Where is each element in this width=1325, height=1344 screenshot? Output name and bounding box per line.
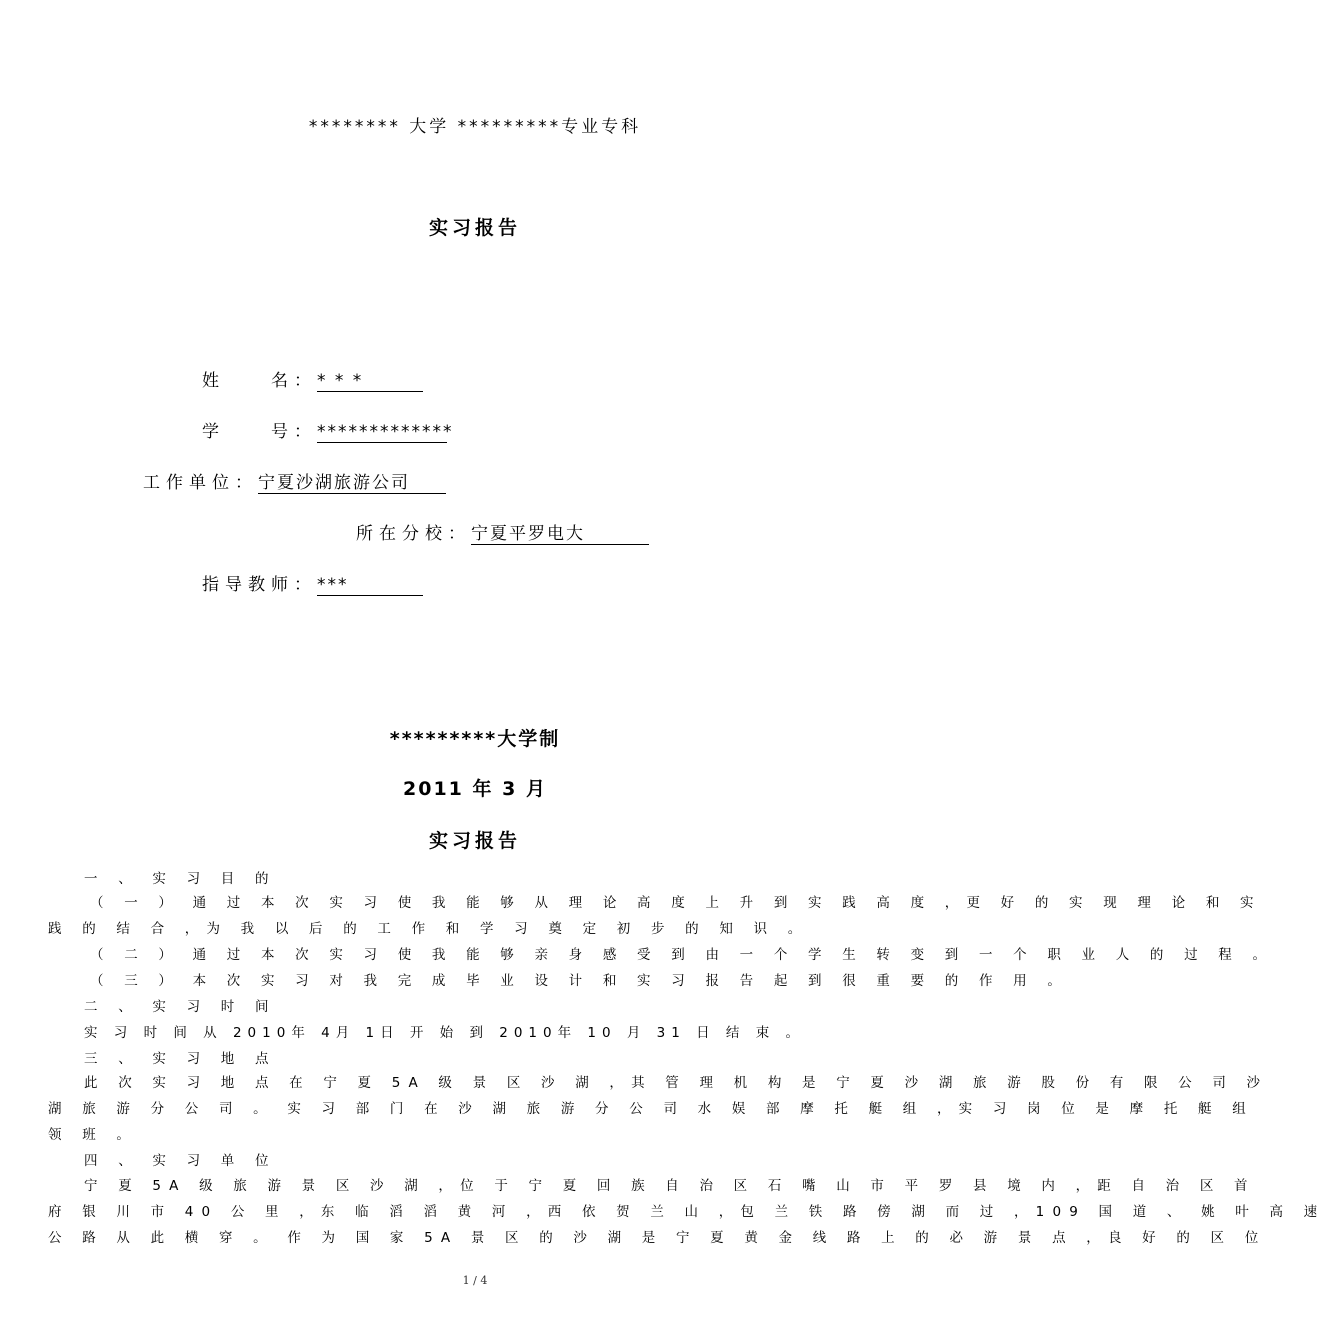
work-unit-label: 工作单位： bbox=[143, 473, 258, 493]
paragraph-line: 践 的 结 合 ，为 我 以 后 的 工 作 和 学 习 奠 定 初 步 的 知 识 。 bbox=[48, 921, 810, 937]
paragraph-line: 实 习 时 间 从 2010年 4月 1日 开 始 到 2010年 10 月 31 日 结 束 。 bbox=[84, 1025, 805, 1041]
student-id-value: ************* bbox=[317, 422, 454, 442]
branch-school-field bbox=[356, 519, 649, 545]
section-heading-time: 二 、 实 习 时 间 bbox=[84, 999, 277, 1015]
report-date: 2011 年 3 月 bbox=[403, 778, 547, 800]
cover-header: ******** 大学 *********专业专科 bbox=[308, 117, 642, 137]
made-by: *********大学制 bbox=[389, 728, 561, 750]
section-heading-purpose: 一 、 实 习 目 的 bbox=[84, 871, 277, 887]
work-unit-value: 宁夏沙湖旅游公司 bbox=[258, 473, 446, 494]
work-unit-field bbox=[143, 468, 446, 494]
name-label: 姓 名： bbox=[202, 371, 317, 391]
student-id-label: 学 号： bbox=[202, 422, 317, 442]
student-id-field bbox=[202, 417, 454, 443]
name-field bbox=[202, 366, 423, 392]
report-title: 实习报告 bbox=[428, 830, 521, 852]
cover-title: 实习报告 bbox=[428, 217, 521, 239]
branch-school-label: 所在分校： bbox=[356, 524, 471, 544]
section-heading-unit: 四 、 实 习 单 位 bbox=[84, 1153, 277, 1169]
name-value: * * * bbox=[317, 371, 423, 392]
paragraph-line: 湖 旅 游 分 公 司 。 实 习 部 门 在 沙 湖 旅 游 分 公 司 水 娱 部 摩 托 艇 组 ，实 习 岗 位 是 摩 托 艇 组 bbox=[48, 1101, 1254, 1117]
branch-school-value: 宁夏平罗电大 bbox=[471, 524, 649, 545]
advisor-value: *** bbox=[317, 575, 423, 596]
paragraph-line: 领 班 。 bbox=[48, 1127, 139, 1143]
advisor-label: 指导教师： bbox=[202, 575, 317, 595]
paragraph-line: 宁 夏 5A 级 旅 游 景 区 沙 湖 ，位 于 宁 夏 回 族 自 治 区 石 嘴 山 市 平 罗 县 境 内 ，距 自 治 区 首 bbox=[84, 1178, 1256, 1194]
paragraph-line: 府 银 川 市 40 公 里 ，东 临 滔 滔 黄 河 ，西 依 贺 兰 山 ，包 兰 铁 路 傍 湖 而 过 ，109 国 道 、 姚 叶 高 速 bbox=[48, 1204, 1325, 1220]
paragraph-line: （ 二 ） 通 过 本 次 实 习 使 我 能 够 亲 身 感 受 到 由 一 个 学 生 转 变 到 一 个 职 业 人 的 过 程 。 bbox=[90, 947, 1275, 963]
paragraph-line: 公 路 从 此 横 穿 。 作 为 国 家 5A 景 区 的 沙 湖 是 宁 夏 黄 金 线 路 上 的 必 游 景 点 ，良 好 的 区 位 bbox=[48, 1230, 1267, 1246]
paragraph-line: （ 三 ） 本 次 实 习 对 我 完 成 毕 业 设 计 和 实 习 报 告 起 到 很 重 要 的 作 用 。 bbox=[90, 973, 1070, 989]
page-number: 1 / 4 bbox=[462, 1274, 488, 1287]
paragraph-line: （ 一 ） 通 过 本 次 实 习 使 我 能 够 从 理 论 高 度 上 升 到 实 践 高 度 ，更 好 的 实 现 理 论 和 实 bbox=[90, 895, 1262, 911]
advisor-field bbox=[202, 570, 423, 596]
paragraph-line: 此 次 实 习 地 点 在 宁 夏 5A 级 景 区 沙 湖 ，其 管 理 机 构 是 宁 夏 沙 湖 旅 游 股 份 有 限 公 司 沙 bbox=[84, 1075, 1269, 1091]
section-heading-location: 三 、 实 习 地 点 bbox=[84, 1051, 277, 1067]
